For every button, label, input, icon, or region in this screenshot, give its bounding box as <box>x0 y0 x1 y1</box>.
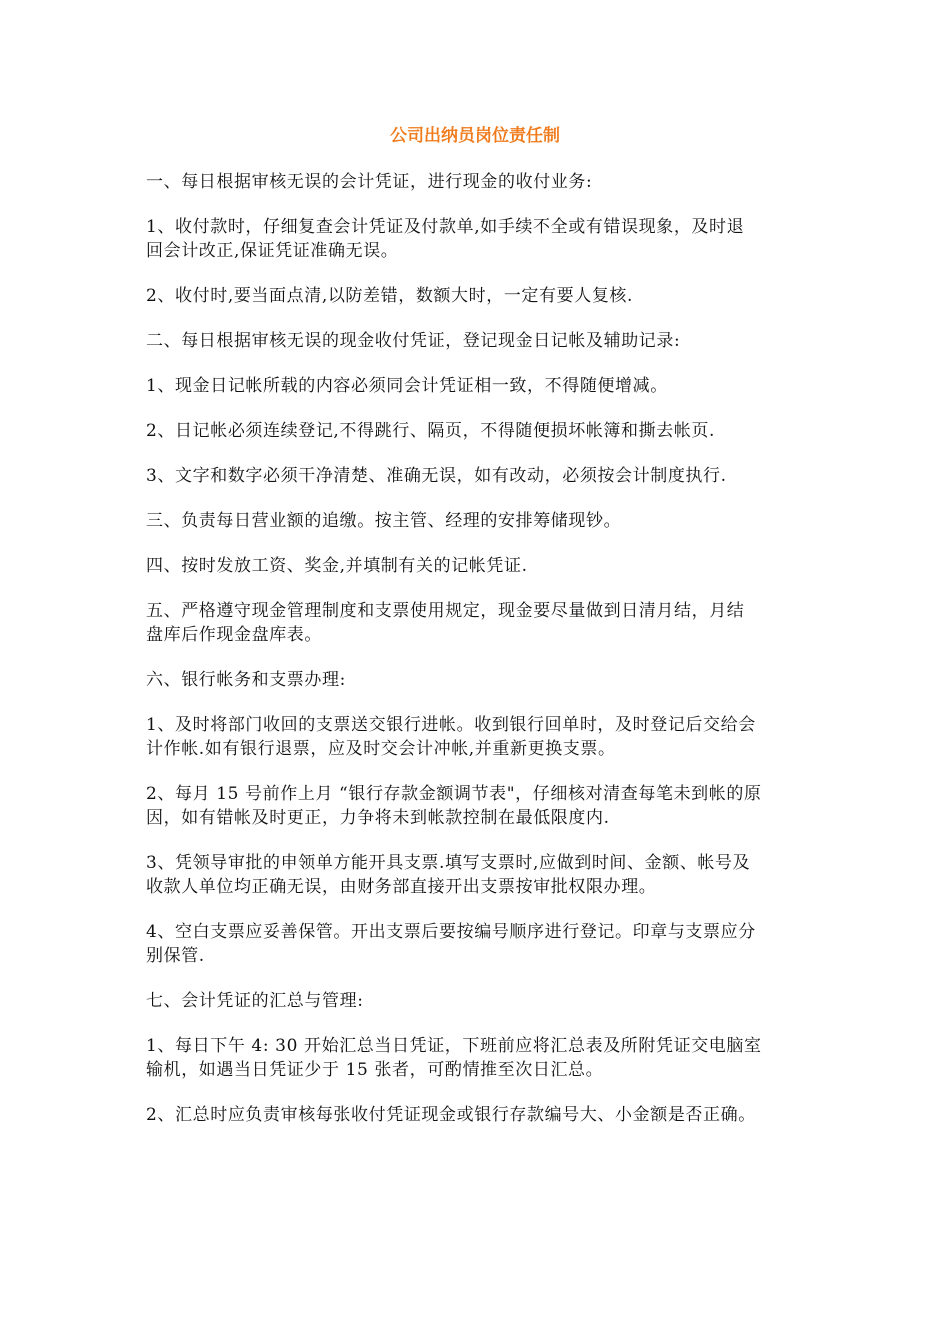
paragraph <box>146 374 812 398</box>
paragraph <box>146 419 812 443</box>
paragraph <box>146 920 812 968</box>
text-line: 2、汇总时应负责审核每张收付凭证现金或银行存款编号大、小金额是否正确。 <box>146 1105 756 1125</box>
paragraph <box>146 554 812 578</box>
paragraph <box>146 509 812 533</box>
text-line: 1、现金日记帐所载的内容必须同会计凭证相一致，不得随便增减。 <box>146 376 668 396</box>
document-title: 公司出纳员岗位责任制 <box>390 126 560 146</box>
text-line: 3、文字和数字必须干净清楚、准确无误，如有改动，必须按会计制度执行. <box>146 466 727 486</box>
document-body <box>146 170 812 1148</box>
paragraph <box>146 215 812 263</box>
paragraph <box>146 782 812 830</box>
text-line: 1、每日下午 4: 30 开始汇总当日凭证，下班前应将汇总表及所附凭证交电脑室 <box>146 1036 762 1056</box>
text-line: 2、每月 15 号前作上月 “银行存款金额调节表"，仔细核对清查每笔未到帐的原 <box>146 784 762 804</box>
paragraph <box>146 989 812 1013</box>
text-line: 输机，如遇当日凭证少于 15 张者，可酌情推至次日汇总。 <box>146 1060 604 1080</box>
paragraph <box>146 1103 812 1127</box>
text-line: 二、每日根据审核无误的现金收付凭证，登记现金日记帐及辅助记录: <box>146 331 681 351</box>
text-line: 一、每日根据审核无误的会计凭证，进行现金的收付业务: <box>146 172 593 192</box>
paragraph <box>146 599 812 647</box>
text-line: 1、及时将部门收回的支票送交银行进帐。收到银行回单时，及时登记后交给会 <box>146 715 756 735</box>
text-line: 1、收付款时，仔细复查会计凭证及付款单,如手续不全或有错误现象，及时退 <box>146 217 745 237</box>
text-line: 七、会计凭证的汇总与管理: <box>146 991 364 1011</box>
text-line: 别保管. <box>146 946 205 966</box>
text-line: 盘库后作现金盘库表。 <box>146 625 322 645</box>
paragraph <box>146 851 812 899</box>
text-line: 4、空白支票应妥善保管。开出支票后要按编号顺序进行登记。印章与支票应分 <box>146 922 756 942</box>
text-line: 六、银行帐务和支票办理: <box>146 670 346 690</box>
text-line: 计作帐.如有银行退票，应及时交会计冲帐,并重新更换支票。 <box>146 739 616 759</box>
paragraph <box>146 464 812 488</box>
text-line: 2、收付时,要当面点清,以防差错，数额大时，一定有要人复核. <box>146 286 634 306</box>
paragraph <box>146 284 812 308</box>
text-line: 四、按时发放工资、奖金,并填制有关的记帐凭证. <box>146 556 528 576</box>
text-line: 五、严格遵守现金管理制度和支票使用规定，现金要尽量做到日清月结，月结 <box>146 601 745 621</box>
paragraph <box>146 1034 812 1082</box>
text-line: 因，如有错帐及时更正，力争将未到帐款控制在最低限度内. <box>146 808 610 828</box>
text-line: 收款人单位均正确无误，由财务部直接开出支票按审批权限办理。 <box>146 877 657 897</box>
text-line: 3、凭领导审批的申领单方能开具支票.填写支票时,应做到时间、金额、帐号及 <box>146 853 751 873</box>
text-line: 回会计改正,保证凭证准确无误。 <box>146 241 399 261</box>
paragraph <box>146 170 812 194</box>
paragraph <box>146 713 812 761</box>
text-line: 三、负责每日营业额的追缴。按主管、经理的安排筹储现钞。 <box>146 511 622 531</box>
text-line: 2、日记帐必须连续登记,不得跳行、隔页，不得随便损坏帐簿和撕去帐页. <box>146 421 716 441</box>
paragraph <box>146 668 812 692</box>
paragraph <box>146 329 812 353</box>
